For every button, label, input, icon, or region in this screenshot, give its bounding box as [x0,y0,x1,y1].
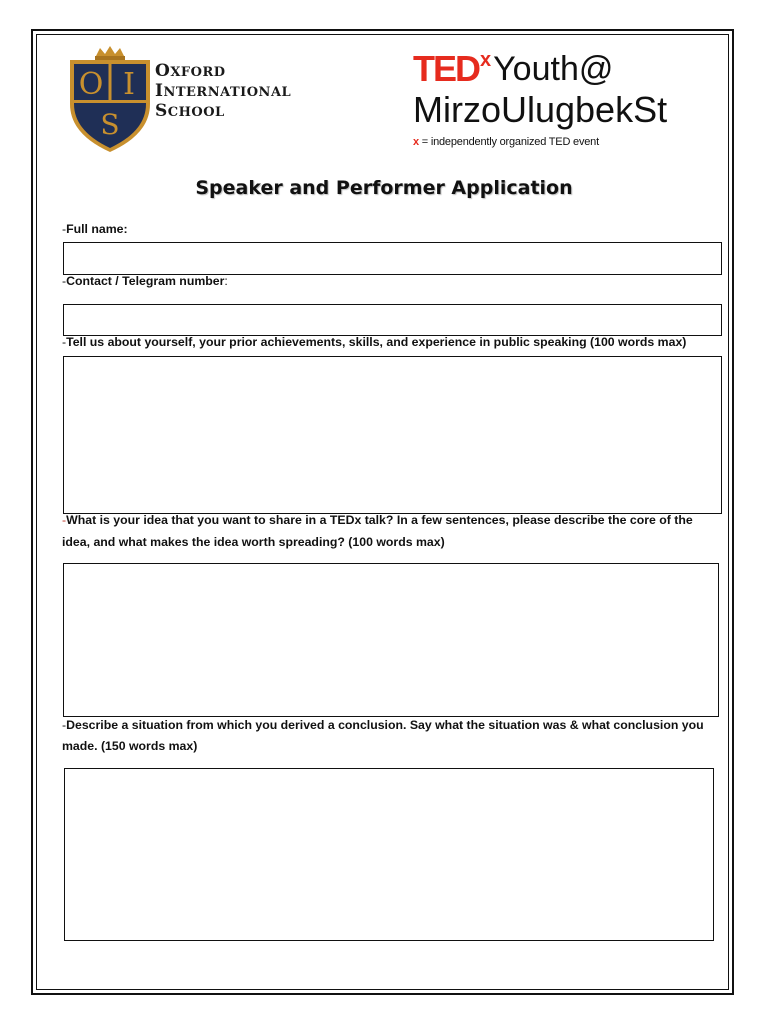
label-contact-telegram: -Contact / Telegram number: [62,274,228,288]
form-title: Speaker and Performer Application [195,177,573,199]
crest-letter-s: S [100,108,120,141]
ois-crest-icon [66,46,154,154]
tedx-tagline: x = independently organized TED event [413,136,599,148]
ois-name-line-oxford: OXFORD [155,61,226,81]
ois-name-line-international: INTERNATIONAL [155,81,292,101]
tedx-idea-textarea[interactable] [63,563,719,717]
ois-school-name [155,62,291,122]
situation-conclusion-textarea[interactable] [64,768,714,941]
crest-letter-o: O [78,67,104,102]
ted-x-mark: x [480,49,492,71]
label-about-yourself: -Tell us about yourself, your prior achievements, skills, and experience in public speaking (100 words max) [62,335,687,349]
label-idea-line1: -What is your idea that you want to share in a TEDx talk? In a few sentences, please describe the core of the [62,513,693,527]
about-yourself-textarea[interactable] [63,356,722,514]
label-full-name: -Full name: [62,222,128,236]
ted-wordmark: TED [413,48,479,89]
label-idea-line2: idea, and what makes the idea worth spreading? (100 words max) [62,535,445,549]
crest-letter-i: I [123,67,135,102]
label-situation-line1: -Describe a situation from which you derived a conclusion. Say what the situation was & what conclusion you [62,718,704,732]
tedx-logo-line1 [413,48,613,90]
label-situation-line2: made. (150 words max) [62,739,198,753]
tedx-youth-text: Youth@ [493,50,614,88]
ois-name-line-school: SCHOOL [155,101,225,121]
tedx-event-name: MirzoUlugbekSt [413,89,668,130]
